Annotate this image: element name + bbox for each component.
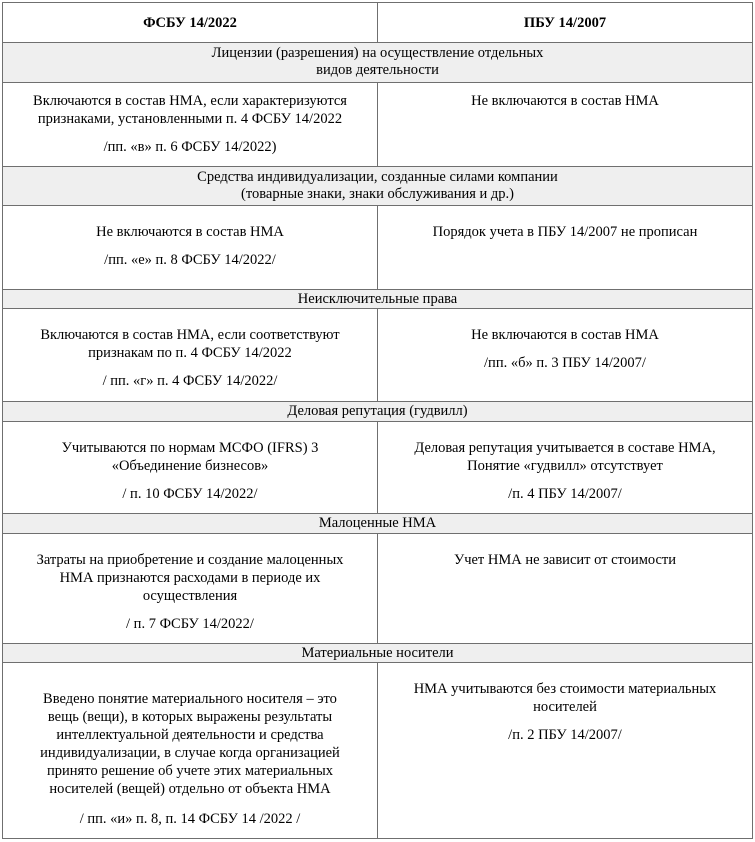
header-pbu: ПБУ 14/2007 — [523, 15, 607, 31]
section-title-low-value: Малоценные НМА — [3, 514, 752, 533]
section-title-nonexclusive-rights: Неисключительные права — [3, 290, 752, 308]
section-title-goodwill: Деловая репутация (гудвилл) — [3, 402, 752, 421]
section-title-licenses: Лицензии (разрешения) на осуществление отдельных видов деятельности — [3, 43, 752, 82]
header-fsbu: ФСБУ 14/2022 — [143, 15, 237, 31]
comparison-table: ФСБУ 14/2022 ПБУ 14/2007 Лицензии (разрешения) на осуществление отдельных видов деятельности Включаются в состав НМА, если характеризуются признаками, установленными п. 4 ФСБУ 14/2022 /пп. «в» п. 6 ФСБУ 14/2022) Не включаются в состав НМА Средства индивидуализации, созданные силами компании (товарные знаки, знаки обслуживания и др.) Не включаются в состав НМА /пп. «е» п. 8 ФСБУ 14/2022/ Порядок учета в ПБУ 14/2007 не прописан Неисключительные права Включаются в состав НМА, если соответствуют признакам по п. 4 ФСБУ 14/2022 / пп. «г» п. 4 ФСБУ 14/2022/ Не включаются в состав НМА /пп. «б» п. 3 ПБУ 14/2007/ Деловая репутация (гудвилл) Учитываются по нормам МСФО (IFRS) 3 «Объединение бизнесов» / п. 10 ФСБУ 14/2022/ Деловая репутация учитывается в составе НМА, Понятие «гудвилл» отсутствует /п. 4 ПБУ 14/2007/ Малоценные НМА Затраты на приобретение и создание малоценных НМА признаются расходами в периоде их осуществления / п. 7 ФСБУ 14/2022/ Учет НМА не зависит от стоимости Материальные носители Введено понятие материального носителя – это вещь (вещи), в которых выражены результаты интеллектуальной деятельности и средства индивидуализации, в случае когда организацией принято решение об учете этих материальных носителей (вещей) отдельно от объекта НМА / пп. «и» п. 8, п. 14 ФСБУ 14 /2022 / НМА учитываются без стоимости материальных носителей /п. 2 ПБУ 14/2007/ — [2, 2, 753, 839]
section-title-individualization: Средства индивидуализации, созданные силами компании (товарные знаки, знаки обслуживания и др.) — [3, 167, 752, 205]
section-title-material-carriers: Материальные носители — [3, 644, 752, 662]
